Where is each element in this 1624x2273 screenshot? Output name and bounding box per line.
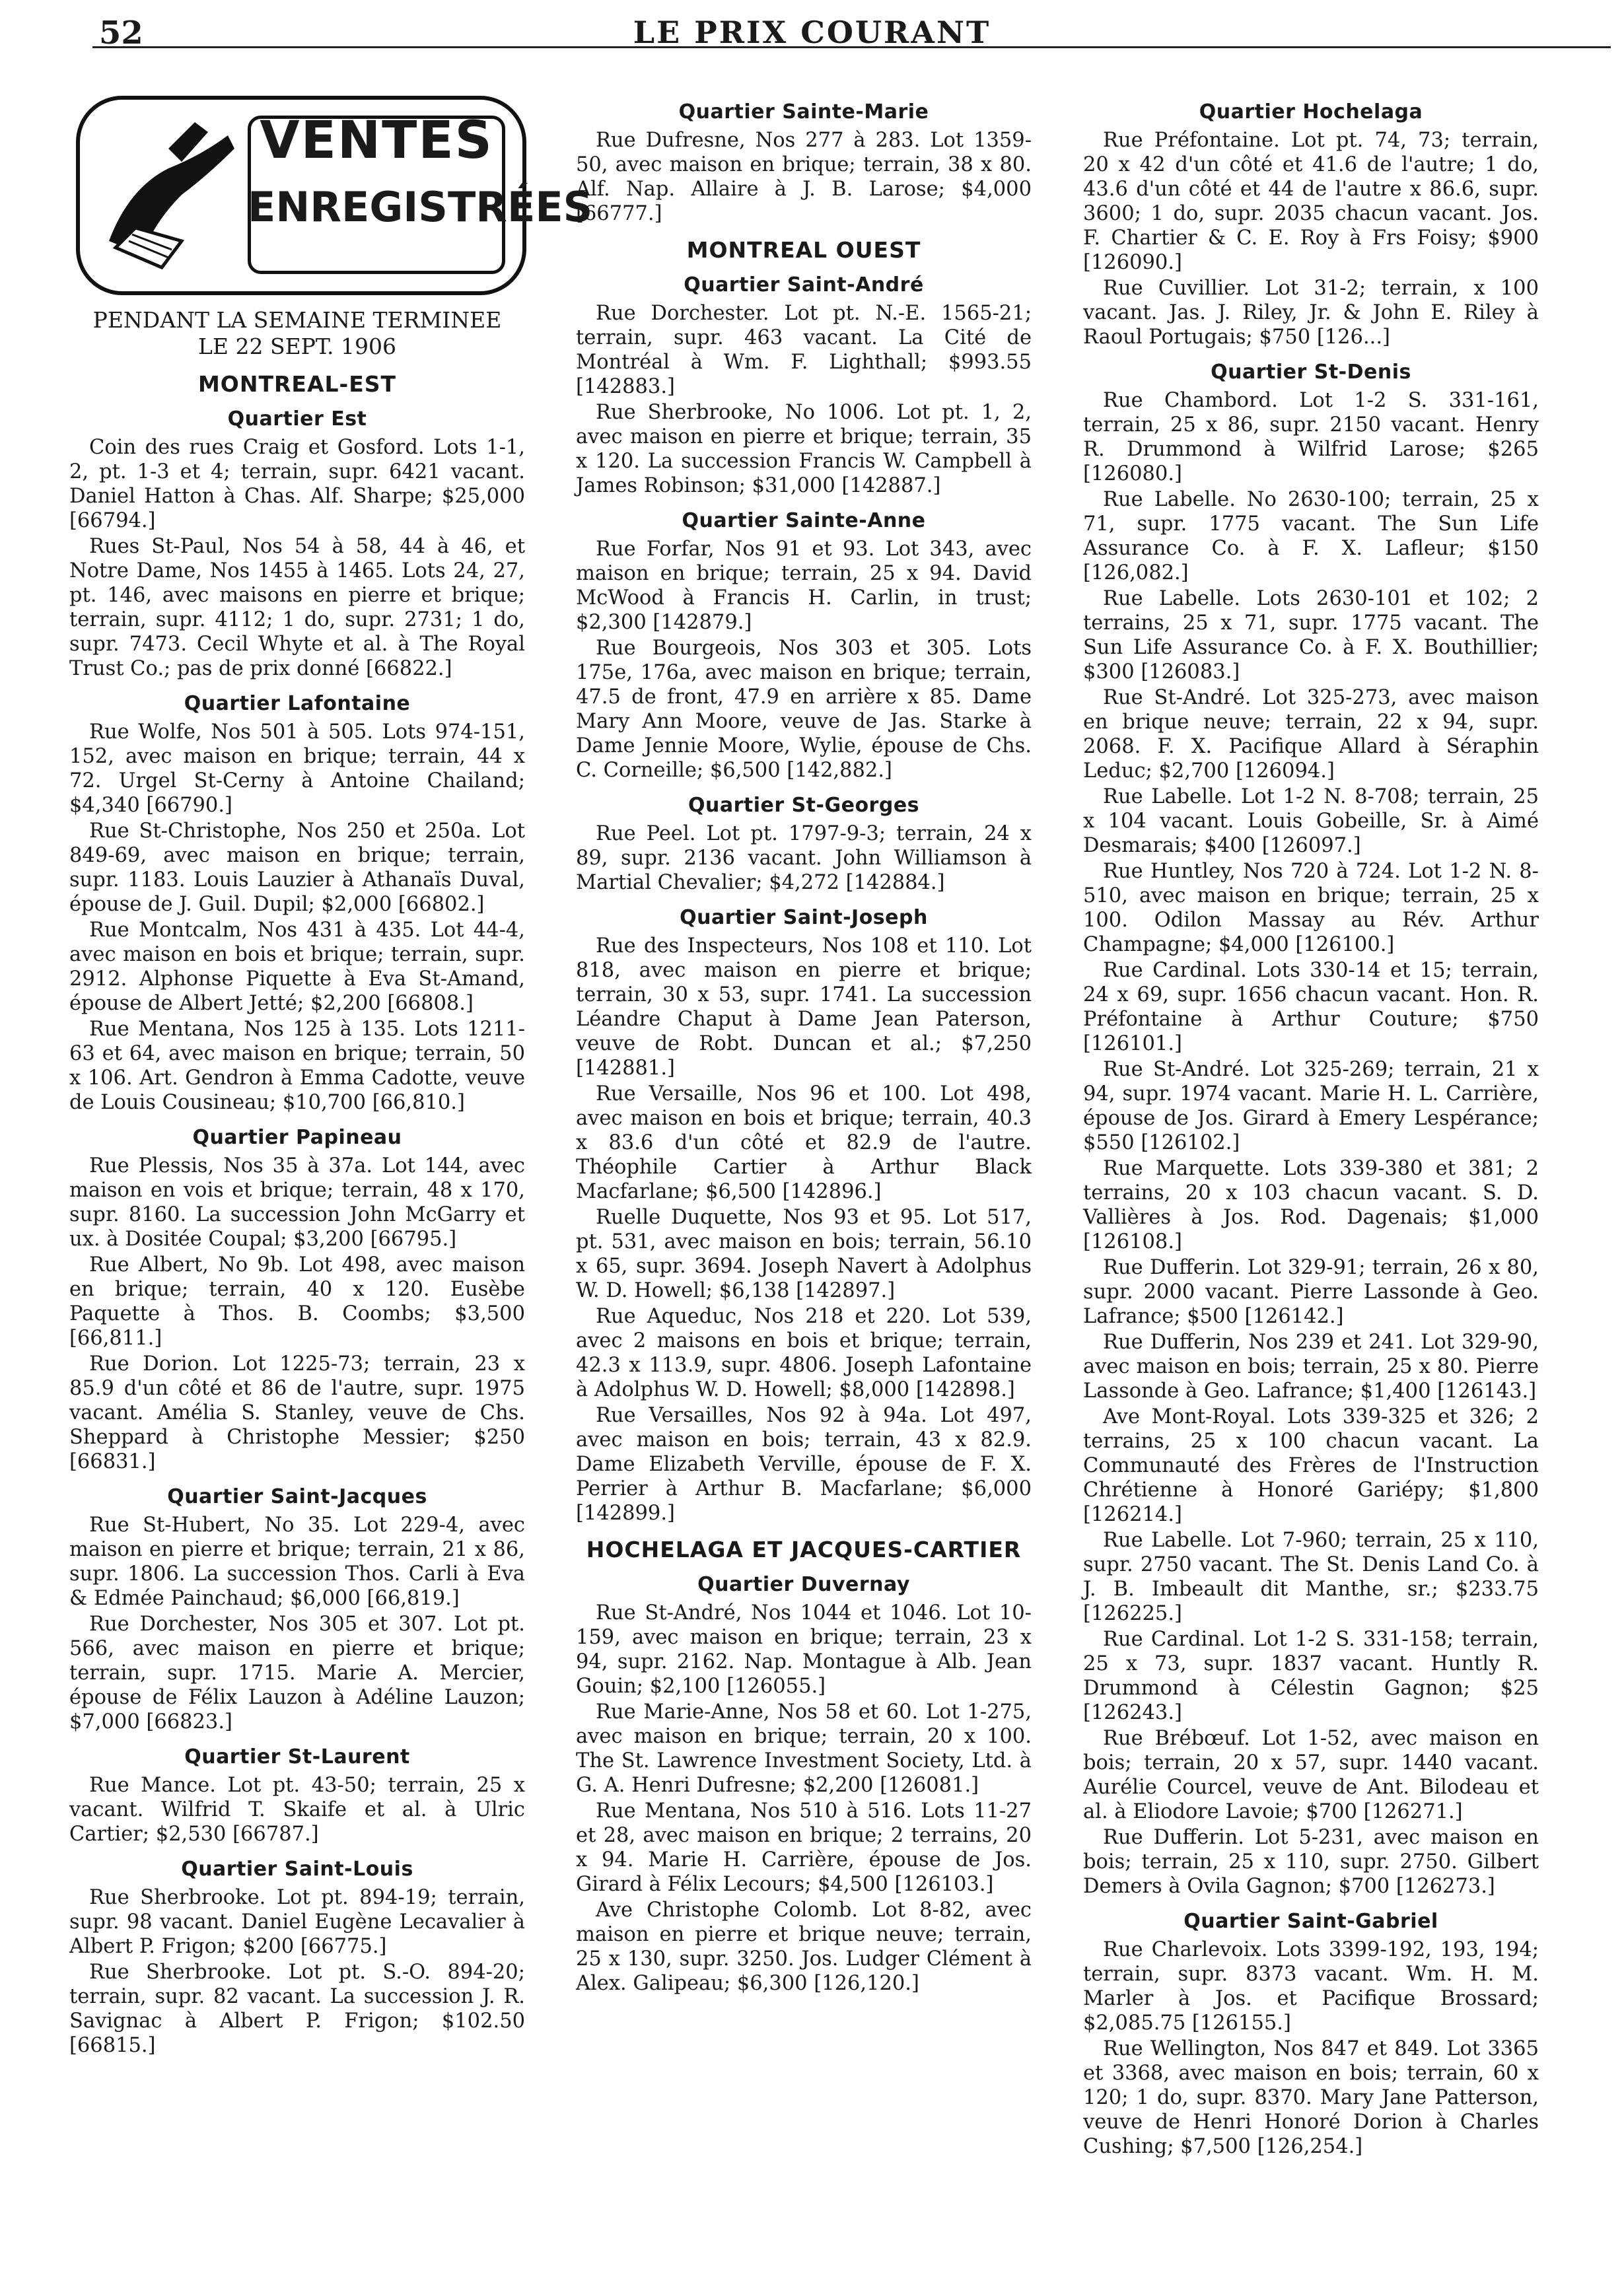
logo-line-1: VENTES	[260, 111, 493, 170]
quartier-heading: Quartier Saint-Louis	[181, 1858, 413, 1881]
journal-title: LE PRIX COURANT	[633, 15, 991, 50]
sale-entry: Rue Wolfe, Nos 501 à 505. Lots 974-151, 152, avec maison en brique; terrain, 44 x 72. Urgel St-Cerny à Antoine Chailand; $4,340 [66790.]	[69, 720, 525, 817]
quartier-heading: Quartier Saint-Gabriel	[1183, 1910, 1438, 1933]
sale-entry: Rue Labelle. Lot 7-960; terrain, 25 x 110, supr. 2750 vacant. The St. Denis Land Co. à J. B. Imbeault dit Manthe, sr.; $233.75 [126225.]	[1083, 1529, 1539, 1625]
sale-entry: Rue Labelle. Lots 2630-101 et 102; 2 terrains, 25 x 71, supr. 1775 vacant. The Sun Life Assurance Co. à F. X. Bouthillier; $300 [126083.]	[1083, 587, 1539, 683]
sale-entry: Rue Sherbrooke. Lot pt. S.-O. 894-20; terrain, supr. 82 vacant. La succession J. R. Savignac à Albert P. Frigon; $102.50 [66815.]	[69, 1961, 525, 2057]
logo-line-2: ENREGISTRÉES	[248, 183, 593, 231]
sale-entry: Rue Dorchester, Nos 305 et 307. Lot pt. 566, avec maison en pierre et brique; terrain, supr. 1715. Marie A. Mercier, épouse de Félix Lauzon à Adéline Lauzon; $7,000 [66823.]	[69, 1613, 525, 1733]
quartier-heading: Quartier Saint-Joseph	[680, 906, 928, 929]
column-3	[1083, 89, 1539, 2160]
sale-entry: Rue St-Hubert, No 35. Lot 229-4, avec maison en pierre et brique; terrain, 21 x 86, supr. 1806. La succession Thos. Carli à Eva & Edmée Painchaud; $6,000 [66,819.]	[69, 1514, 525, 1610]
sale-entry: Rue Dorchester. Lot pt. N.-E. 1565-21; terrain, supr. 463 vacant. La Cité de Montréal à Wm. F. Lighthall; $993.55 [142883.]	[576, 302, 1032, 398]
sale-entry: Rue Bourgeois, Nos 303 et 305. Lots 175e, 176a, avec maison en brique; terrain, 47.5 de front, 47.9 en arrière x 85. Dame Mary Ann Moore, veuve de Jas. Starke à Dame Jennie Moore, Wylie, épouse de Chs. C. Corneille; $6,500 [142,882.]	[576, 637, 1032, 782]
sale-entry: Rue Marie-Anne, Nos 58 et 60. Lot 1-275, avec maison en brique; terrain, 20 x 100. The St. Lawrence Investment Society, Ltd. à G. A. Henri Dufresne; $2,200 [126081.]	[576, 1700, 1032, 1797]
section-heading: MONTREAL-EST	[197, 371, 397, 397]
quartier-heading: Quartier Est	[227, 407, 367, 431]
sale-entry: Rue Wellington, Nos 847 et 849. Lot 3365 et 3368, avec maison en bois; terrain, 60 x 120; 1 do, supr. 8370. Mary Jane Patterson, veuve de Henri Honoré Dorion à Charles Cushing; $7,500 [126,254.]	[1083, 2037, 1539, 2158]
sale-entry: Rue Albert, No 9b. Lot 498, avec maison en brique; terrain, 40 x 120. Eusèbe Paquette à Thos. B. Coombs; $3,500 [66,811.]	[69, 1253, 525, 1350]
sale-entry: Ave Christophe Colomb. Lot 8-82, avec maison en pierre et brique neuve; terrain, 25 x 130, supr. 3250. Jos. Ludger Clément à Alex. Galipeau; $6,300 [126,120.]	[576, 1899, 1032, 1995]
sale-entry: Rue Sherbrooke, No 1006. Lot pt. 1, 2, avec maison en pierre et brique; terrain, 35 x 120. La succession Francis W. Campbell à James Robinson; $31,000 [142887.]	[576, 401, 1032, 497]
sale-entry: Rue Chambord. Lot 1-2 S. 331-161, terrain, 25 x 86, supr. 2150 vacant. Henry R. Drummond à Wilfrid Larose; $265 [126080.]	[1083, 389, 1539, 485]
sale-entry: Rue Labelle. Lot 1-2 N. 8-708; terrain, 25 x 104 vacant. Louis Gobeille, Sr. à Aimé Desmarais; $400 [126097.]	[1083, 785, 1539, 857]
sale-entry: Rue Mentana, Nos 510 à 516. Lots 11-27 et 28, avec maison en brique; 2 terrains, 20 x 94. Marie H. Carrière, épouse de Jos. Girard à Félix Lecours; $4,500 [126103.]	[576, 1800, 1032, 1896]
page-number: 52	[99, 15, 143, 52]
sale-entry: Rue Dorion. Lot 1225-73; terrain, 23 x 85.9 d'un côté et 86 de l'autre, supr. 1975 vacant. Amélia S. Stanley, veuve de Chs. Sheppard à Christophe Messier; $250 [66831.]	[69, 1352, 525, 1473]
sale-entry: Coin des rues Craig et Gosford. Lots 1-1, 2, pt. 1-3 et 4; terrain, supr. 6421 vacant. Daniel Hatton à Chas. Alf. Sharpe; $25,000 [66794.]	[69, 436, 525, 532]
sale-entry: Rue Plessis, Nos 35 à 37a. Lot 144, avec maison en vois et brique; terrain, 48 x 170, supr. 8160. La succession John McGarry et ux. à Dositée Coupal; $3,200 [66795.]	[69, 1154, 525, 1251]
week-line-1: PENDANT LA SEMAINE TERMINEE	[92, 307, 502, 333]
quartier-heading: Quartier Sainte-Marie	[678, 100, 929, 123]
section-heading: HOCHELAGA ET JACQUES-CARTIER	[586, 1537, 1022, 1562]
quartier-heading: Quartier Lafontaine	[184, 692, 411, 715]
quartier-heading: Quartier St-Denis	[1211, 361, 1411, 384]
quartier-heading: Quartier Hochelaga	[1199, 100, 1423, 123]
sale-entry: Rue St-André. Lot 325-273, avec maison en brique neuve; terrain, 22 x 94, supr. 2068. F. X. Pacifique Allard à Séraphin Leduc; $2,700 [126094.]	[1083, 686, 1539, 783]
sale-entry: Ruelle Duquette, Nos 93 et 95. Lot 517, pt. 531, avec maison en bois; terrain, 56.10 x 65, supr. 3694. Joseph Navert à Adolphus W. D. Howell; $6,138 [142897.]	[576, 1206, 1032, 1302]
column-1	[69, 89, 593, 2059]
sale-entry: Rue Mance. Lot pt. 43-50; terrain, 25 x vacant. Wilfrid T. Skaife et al. à Ulric Cartier; $2,530 [66787.]	[69, 1774, 525, 1846]
sale-entry: Rue St-Christophe, Nos 250 et 250a. Lot 849-69, avec maison en brique; terrain, supr. 1183. Louis Lauzier à Athanaïs Duval, épouse de J. Guil. Dupil; $2,000 [66802.]	[69, 820, 525, 916]
sale-entry: Rues St-Paul, Nos 54 à 58, 44 à 46, et Notre Dame, Nos 1455 à 1465. Lots 24, 27, pt. 146, avec maisons en pierre et brique; terrain, supr. 4112; 1 do, supr. 2731; 1 do, supr. 7473. Cecil Whyte et al. à The Royal Trust Co.; pas de prix donné [66822.]	[69, 535, 525, 680]
sale-entry: Rue des Inspecteurs, Nos 108 et 110. Lot 818, avec maison en pierre et brique; terrain, 30 x 53, supr. 1741. La succession Léandre Chaput à Dame Jean Paterson, veuve de Robt. Duncan et al.; $7,250 [142881.]	[576, 934, 1032, 1080]
sale-entry: Rue Dufferin. Lot 329-91; terrain, 26 x 80, supr. 2000 vacant. Pierre Lassonde à Geo. Lafrance; $500 [126142.]	[1083, 1256, 1539, 1328]
quartier-heading: Quartier St-Georges	[688, 794, 920, 817]
quartier-heading: Quartier Papineau	[192, 1126, 402, 1149]
hand-writing-illustration-icon	[89, 109, 241, 274]
sale-entry: Rue Cuvillier. Lot 31-2; terrain, x 100 vacant. Jas. J. Riley, Jr. & John E. Riley à Raoul Portugais; $750 [126...]	[1083, 277, 1539, 349]
sale-entry: Rue Peel. Lot pt. 1797-9-3; terrain, 24 x 89, supr. 2136 vacant. John Williamson à Martial Chevalier; $4,272 [142884.]	[576, 822, 1032, 894]
sale-entry: Rue Dufferin, Nos 239 et 241. Lot 329-90, avec maison en bois; terrain, 25 x 80. Pierre Lassonde à Geo. Lafrance; $1,400 [126143.]	[1083, 1331, 1539, 1403]
week-line-2: LE 22 SEPT. 1906	[198, 333, 396, 359]
sale-entry: Rue Huntley, Nos 720 à 724. Lot 1-2 N. 8-510, avec maison en brique; terrain, 25 x 100. Odilon Massay au Rév. Arthur Champagne; $4,000 [126100.]	[1083, 860, 1539, 956]
header-rule	[92, 46, 1611, 48]
sale-entry: Rue St-André, Nos 1044 et 1046. Lot 10-159, avec maison en brique; terrain, 23 x 94, supr. 2162. Nap. Montague à Alb. Jean Gouin; $2,100 [126055.]	[576, 1601, 1032, 1698]
sale-entry: Rue Versaille, Nos 96 et 100. Lot 498, avec maison en bois et brique; terrain, 40.3 x 83.6 d'un côté et 82.9 de l'autre. Théophile Cartier à Arthur Black Macfarlane; $6,500 [142896.]	[576, 1082, 1032, 1203]
quartier-heading: Quartier Saint-Jacques	[167, 1485, 427, 1508]
sale-entry: Rue Cardinal. Lots 330-14 et 15; terrain, 24 x 69, supr. 1656 chacun vacant. Hon. R. Préfontaine à Arthur Couture; $750 [126101.]	[1083, 959, 1539, 1055]
ventes-enregistrees-logo	[69, 89, 593, 294]
page-header	[0, 0, 1624, 52]
sale-entry: Rue Préfontaine. Lot pt. 74, 73; terrain, 20 x 42 d'un côté et 41.6 de l'autre; 1 do, 43.6 d'un côté et 44 de l'autre x 86.6, supr. 3600; 1 do, supr. 2035 chacun vacant. Jos. F. Chartier & C. E. Roy à Frs Foisy; $900 [126090.]	[1083, 129, 1539, 274]
sale-entry: Ave Mont-Royal. Lots 339-325 et 326; 2 terrains, 25 x 100 chacun vacant. La Communauté des Frères de l'Instruction Chrétienne à Honoré Gariépy; $1,800 [126214.]	[1083, 1405, 1539, 1526]
sale-entry: Rue Sherbrooke. Lot pt. 894-19; terrain, supr. 98 vacant. Daniel Eugène Lecavalier à Albert P. Frigon; $200 [66775.]	[69, 1886, 525, 1958]
quartier-heading: Quartier St-Laurent	[184, 1745, 410, 1768]
sale-entry: Rue Aqueduc, Nos 218 et 220. Lot 539, avec 2 maisons en bois et brique; terrain, 42.3 x 113.9, supr. 4806. Joseph Lafontaine à Adolphus W. D. Howell; $8,000 [142898.]	[576, 1305, 1032, 1401]
sale-entry: Rue Charlevoix. Lots 3399-192, 193, 194; terrain, supr. 8373 vacant. Wm. H. M. Marler à Jos. et Pacifique Brossard; $2,085.75 [126155.]	[1083, 1938, 1539, 2035]
sale-entry: Rue St-André. Lot 325-269; terrain, 21 x 94, supr. 1974 vacant. Marie H. L. Carrière, épouse de Jos. Girard à Emery Lespérance; $550 [126102.]	[1083, 1058, 1539, 1154]
sale-entry: Rue Labelle. No 2630-100; terrain, 25 x 71, supr. 1775 vacant. The Sun Life Assurance Co. à F. X. Lafleur; $150 [126,082.]	[1083, 488, 1539, 584]
sale-entry: Rue Cardinal. Lot 1-2 S. 331-158; terrain, 25 x 73, supr. 1837 vacant. Huntly R. Drummond à Célestin Gagnon; $25 [126243.]	[1083, 1628, 1539, 1724]
sale-entry: Rue Brébœuf. Lot 1-52, avec maison en bois; terrain, 20 x 57, supr. 1440 vacant. Aurélie Courcel, veuve de Ant. Bilodeau et al. à Eliodore Lavoie; $700 [126271.]	[1083, 1727, 1539, 1823]
sale-entry: Rue Mentana, Nos 125 à 135. Lots 1211-63 et 64, avec maison en brique; terrain, 50 x 106. Art. Gendron à Emma Cadotte, veuve de Louis Cousineau; $10,700 [66,810.]	[69, 1018, 525, 1114]
sale-entry: Rue Versailles, Nos 92 à 94a. Lot 497, avec maison en bois; terrain, 43 x 82.9. Dame Elizabeth Verville, épouse de F. X. Perrier à Arthur B. Macfarlane; $6,000 [142899.]	[576, 1404, 1032, 1525]
sale-entry: Rue Dufresne, Nos 277 à 283. Lot 1359-50, avec maison en brique; terrain, 38 x 80. Alf. Nap. Allaire à J. B. Larose; $4,000 [66777.]	[576, 129, 1032, 225]
sale-entry: Rue Montcalm, Nos 431 à 435. Lot 44-4, avec maison en bois et brique; terrain, supr. 2912. Alphonse Piquette à Eva St-Amand, épouse de Albert Jetté; $2,200 [66808.]	[69, 919, 525, 1015]
sale-entry: Rue Forfar, Nos 91 et 93. Lot 343, avec maison en brique; terrain, 25 x 94. David McWood à Francis H. Carlin, in trust; $2,300 [142879.]	[576, 538, 1032, 634]
sale-entry: Rue Dufferin. Lot 5-231, avec maison en bois; terrain, 25 x 110, supr. 2750. Gilbert Demers à Ovila Gagnon; $700 [126273.]	[1083, 1826, 1539, 1898]
quartier-heading: Quartier Sainte-Anne	[682, 509, 926, 532]
sale-entry: Rue Marquette. Lots 339-380 et 381; 2 terrains, 20 x 103 chacun vacant. S. D. Vallières à Jos. Rod. Dagenais; $1,000 [126108.]	[1083, 1157, 1539, 1253]
quartier-heading: Quartier Duvernay	[697, 1573, 910, 1596]
section-heading: MONTREAL OUEST	[686, 237, 921, 263]
quartier-heading: Quartier Saint-André	[684, 273, 924, 297]
column-2	[576, 89, 1032, 1997]
